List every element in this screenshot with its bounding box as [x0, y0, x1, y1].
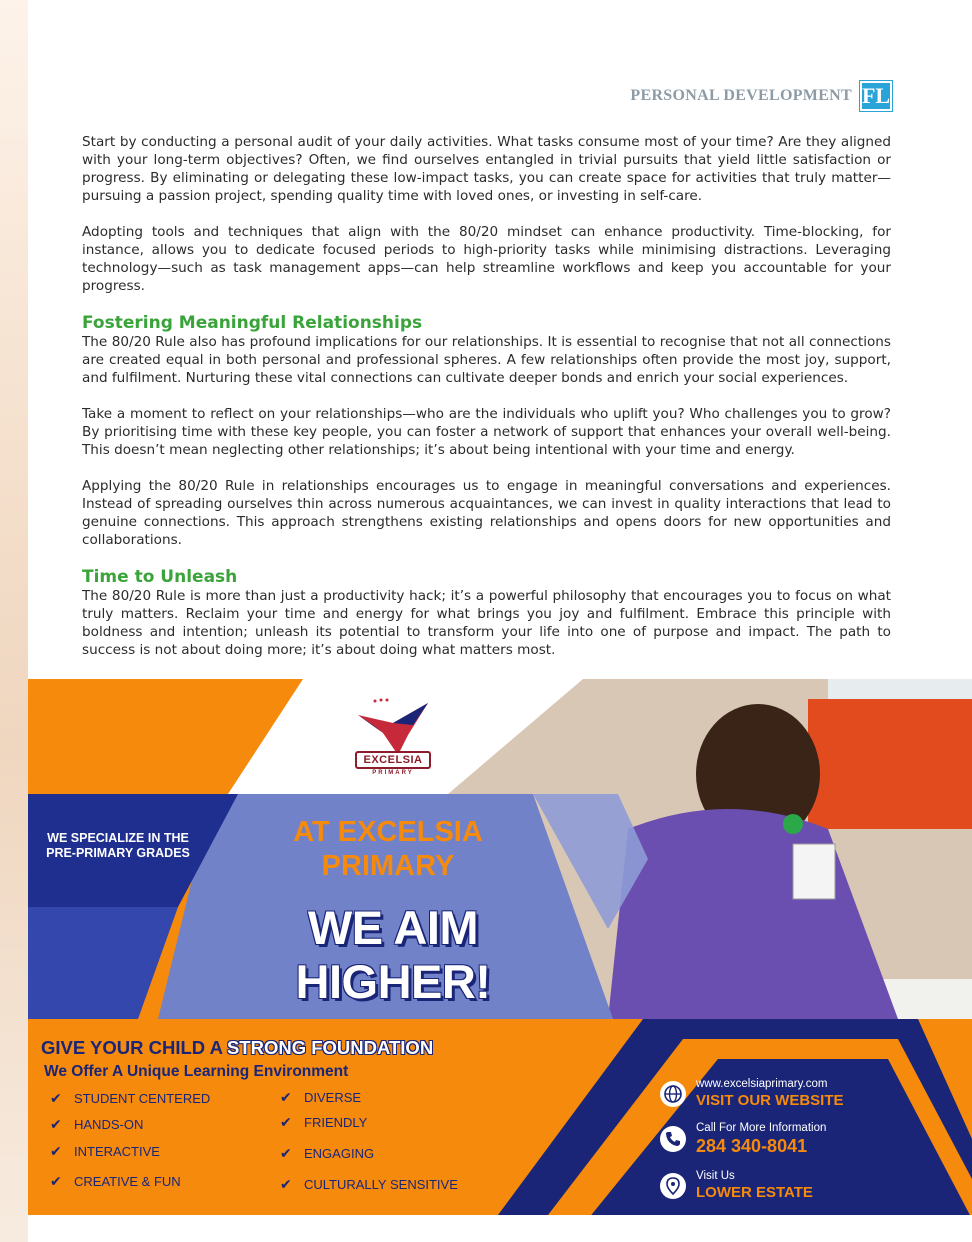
section-heading: Time to Unleash — [82, 567, 238, 587]
check-icon: ✔ — [280, 1145, 292, 1161]
feature-label: STUDENT CENTERED — [74, 1091, 211, 1106]
excelsia-logo — [348, 695, 438, 781]
article-paragraph: The 80/20 Rule is more than just a productivity hack; it’s a powerful philosophy that encourages you to focus on what truly matters. Reclaim your time and energy for what brings you joy and fulfilment. Embrace this principle with boldness and intention; unleash its potential to transform your life into one of purpose and impact. The path to success is not about doing more; it’s about doing what matters most. — [82, 588, 891, 658]
check-icon: ✔ — [50, 1090, 62, 1106]
feature-item — [280, 1114, 367, 1131]
phone-text — [696, 1121, 826, 1157]
feature-label: INTERACTIVE — [74, 1144, 160, 1159]
website-cta[interactable]: VISIT OUR WEBSITE — [696, 1092, 844, 1109]
phone-number[interactable]: 284 340-8041 — [696, 1136, 808, 1156]
feature-label: CREATIVE & FUN — [74, 1174, 181, 1189]
slogan-line: WE AIM — [307, 901, 479, 954]
specialize-text: WE SPECIALIZE IN THE PRE-PRIMARY GRADES — [46, 831, 190, 860]
magazine-logo: FL — [860, 81, 892, 111]
location-name: LOWER ESTATE — [696, 1184, 813, 1201]
feature-item — [50, 1143, 160, 1160]
check-icon: ✔ — [50, 1173, 62, 1189]
foundation-tagline — [41, 1037, 433, 1059]
feature-item — [280, 1176, 458, 1193]
offer-text: We Offer A Unique Learning Environment — [44, 1063, 349, 1080]
article-paragraph: The 80/20 Rule also has profound implications for our relationships. It is essential to recognise that not all connections are created equal in both personal and professional spheres. A few relationships often provide the most joy, support, and fulfilment. Nurturing these vital connections can cultivate deeper bonds and enrich your social experiences. — [82, 334, 891, 386]
check-icon: ✔ — [280, 1176, 292, 1192]
website-text — [696, 1077, 844, 1111]
website-url[interactable]: www.excelsiaprimary.com — [696, 1078, 828, 1090]
check-icon: ✔ — [50, 1143, 62, 1159]
contact-location[interactable] — [660, 1169, 813, 1203]
feature-label: HANDS-ON — [74, 1117, 144, 1132]
section-label: PERSONAL DEVELOPMENT — [630, 87, 852, 104]
feature-label: FRIENDLY — [304, 1115, 368, 1130]
contact-website[interactable] — [660, 1077, 844, 1111]
slogan-line: HIGHER! — [295, 955, 491, 1008]
feature-item — [50, 1116, 143, 1133]
tagline-highlight: STRONG FOUNDATION — [226, 1037, 434, 1058]
check-icon: ✔ — [50, 1116, 62, 1132]
visit-label: Visit Us — [696, 1170, 735, 1182]
check-icon: ✔ — [280, 1114, 292, 1130]
logo-subtitle: PRIMARY — [372, 770, 414, 776]
contact-phone[interactable] — [660, 1121, 826, 1157]
feature-label: CULTURALLY SENSITIVE — [304, 1177, 458, 1192]
school-advertisement — [28, 679, 972, 1215]
feature-item — [50, 1173, 181, 1190]
page-edge-decoration — [0, 0, 28, 1242]
headline-school: AT EXCELSIA PRIMARY — [293, 816, 483, 882]
article-paragraph: Start by conducting a personal audit of your daily activities. What tasks consume most of your time? Are they aligned with your long-term objectives? Often, we find ourselves entangled in trivial pursuits that yield little satisfaction or progress. By eliminating or delegating these low-impact tasks, you can create space for activities that truly matter—pursuing a passion project, spending quality time with loved ones, or investing in self-care. — [82, 134, 891, 204]
call-label: Call For More Information — [696, 1122, 827, 1134]
article-paragraph: Adopting tools and techniques that align with the 80/20 mindset can enhance productivity. Time-blocking, for instance, allows you to dedicate focused periods to high-priority tasks while minimising distractions. Leveraging technology—such as task management apps—can help streamline workflows and keep you accountable for your progress. — [82, 224, 891, 294]
logo-name: EXCELSIA — [355, 751, 430, 769]
phone-icon — [660, 1126, 686, 1152]
article-body — [82, 133, 891, 677]
article-paragraph: Applying the 80/20 Rule in relationships encourages us to engage in meaningful conversations and experiences. Instead of spreading ourselves thin across numerous acquaintances, we can invest in quality interactions that lead to genuine connections. This approach strengthens existing relationships and opens doors for new opportunities and collaborations. — [82, 478, 891, 548]
feature-label: DIVERSE — [304, 1090, 362, 1105]
feature-label: ENGAGING — [304, 1146, 375, 1161]
page-header — [630, 81, 892, 111]
section-heading: Fostering Meaningful Relationships — [82, 313, 423, 333]
headline-slogan — [278, 901, 508, 1009]
article-paragraph: Take a moment to reflect on your relationships—who are the individuals who uplift you? Who challenges you to grow? By prioritising time with these key people, you can foster a network of support that enhances your overall well-being. This doesn’t mean neglecting other relationships; it’s about being intentional with your time and energy. — [82, 406, 891, 458]
location-text — [696, 1169, 813, 1203]
feature-item — [280, 1145, 374, 1162]
check-icon: ✔ — [280, 1089, 292, 1105]
eagle-icon — [353, 695, 433, 757]
feature-item — [50, 1090, 210, 1107]
location-pin-icon — [660, 1173, 686, 1199]
tagline-prefix: GIVE YOUR CHILD A — [41, 1037, 223, 1058]
feature-item — [280, 1089, 361, 1106]
globe-icon — [660, 1081, 686, 1107]
